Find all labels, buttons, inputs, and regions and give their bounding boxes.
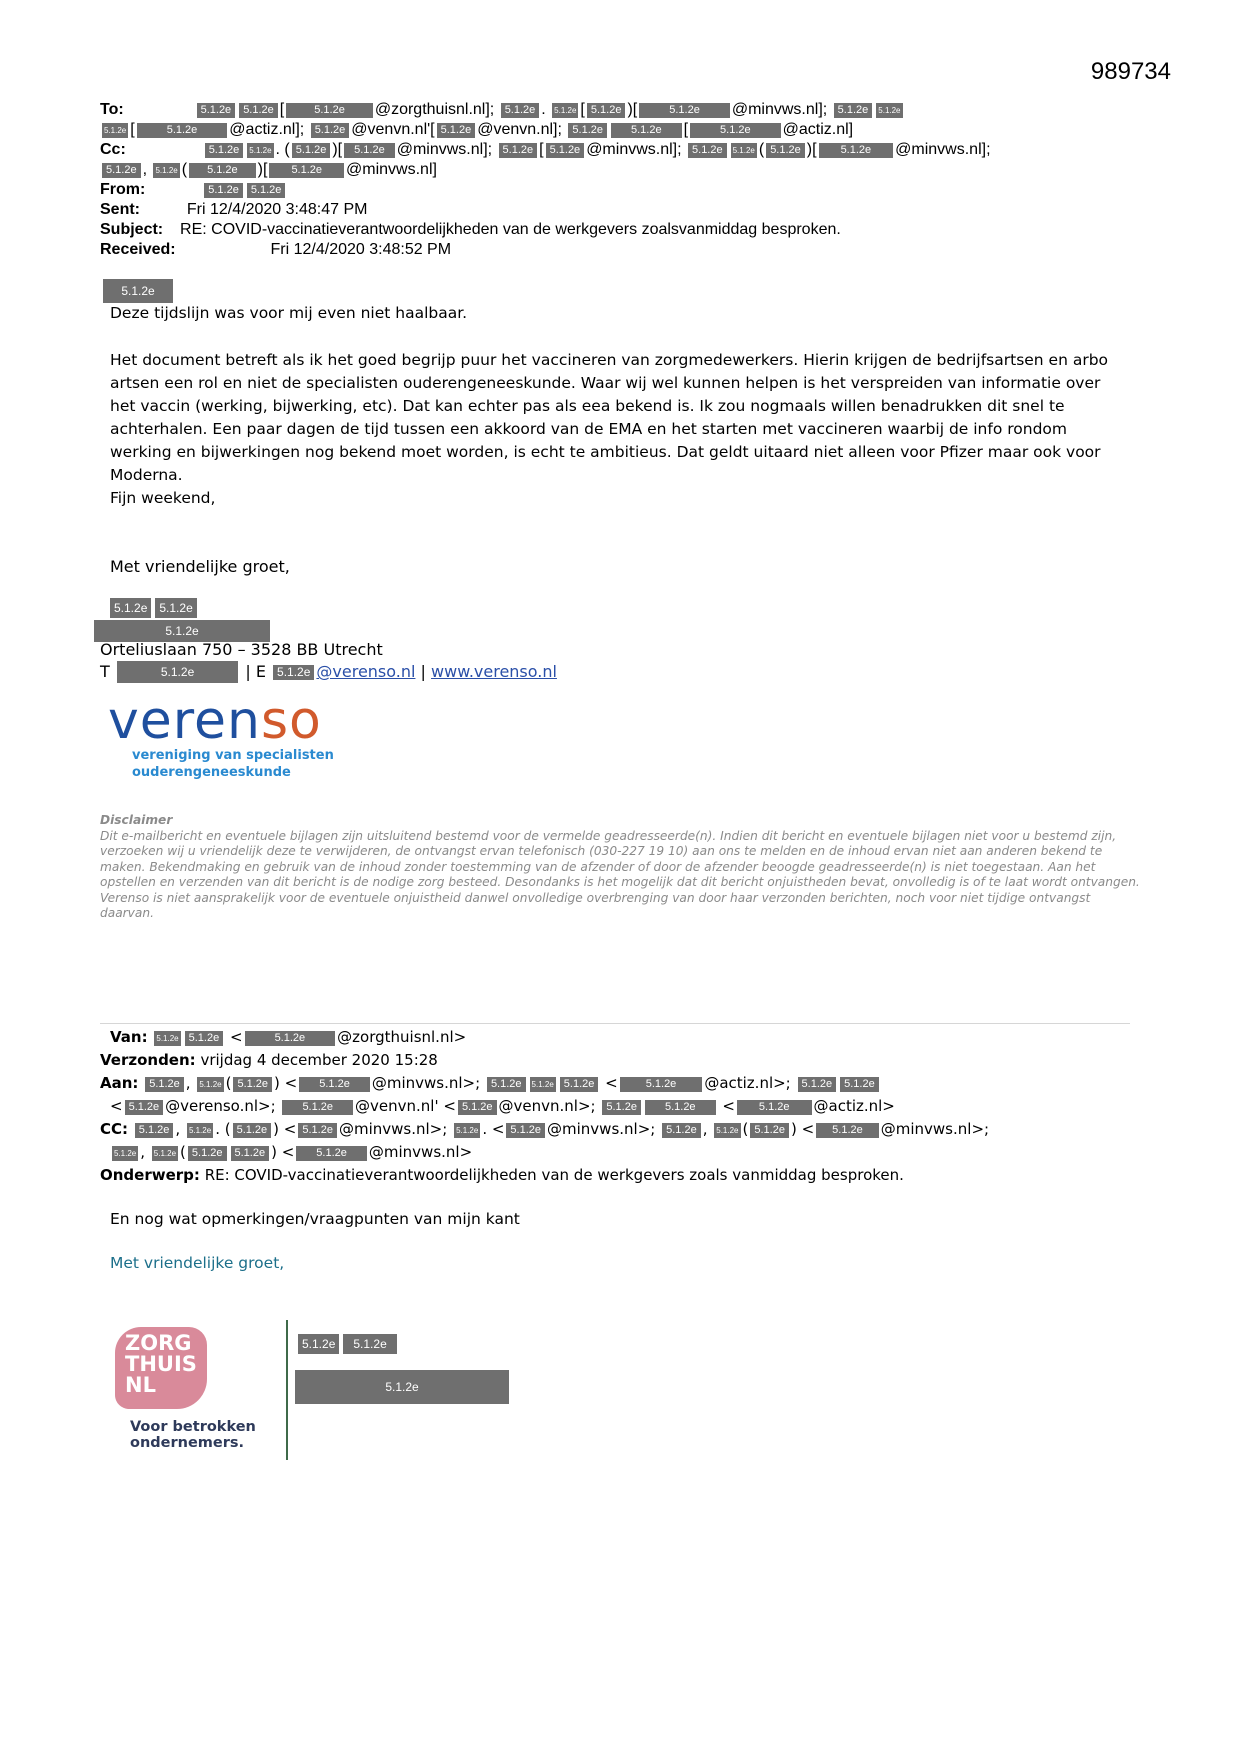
- fwd-onderwerp-line: [100, 1164, 904, 1187]
- email-fragment: @venvn.nl': [355, 1097, 439, 1115]
- redaction: 5.1.2e: [530, 1077, 556, 1092]
- fwd-aan-line-2: < 5.1.2e @verenso.nl>; 5.1.2e @venvn.nl' < 5.1.2e @venvn.nl>; 5.1.2e 5.1.2e < 5.1.2e @actiz.nl>: [110, 1097, 895, 1115]
- body-line-1: Deze tijdslijn was voor mij even niet haalbaar.: [110, 304, 468, 322]
- signature-name-redactions: [108, 598, 199, 618]
- email-fragment: @minvws.nl]: [346, 161, 437, 178]
- redaction: 5.1.2e: [876, 103, 902, 118]
- zorgthuis-title-redaction: [293, 1370, 511, 1404]
- logo-text: ZORG: [125, 1331, 192, 1355]
- redaction: 5.1.2e: [798, 1077, 837, 1092]
- fwd-closing: Met vriendelijke groet,: [110, 1254, 285, 1272]
- redaction: 5.1.2e: [205, 143, 244, 158]
- redaction: 5.1.2e: [688, 143, 727, 158]
- logo-text: THUIS: [125, 1352, 197, 1376]
- sent-value: Fri 12/4/2020 3:48:47 PM: [186, 201, 368, 218]
- email-fragment: @minvws.nl];: [586, 141, 682, 158]
- redaction: 5.1.2e: [645, 1100, 716, 1115]
- email-fragment: @minvws.nl];: [895, 141, 991, 158]
- tagline-line: ondernemers.: [130, 1435, 245, 1451]
- redaction: 5.1.2e: [187, 1123, 213, 1138]
- redaction: 5.1.2e: [273, 665, 314, 680]
- email-fragment: @venvn.nl];: [477, 121, 562, 138]
- received-line: [100, 240, 451, 260]
- redaction: 5.1.2e: [137, 123, 228, 138]
- verzonden-label: Verzonden:: [100, 1051, 196, 1069]
- redaction: 5.1.2e: [103, 279, 173, 303]
- redaction: 5.1.2e: [117, 661, 238, 683]
- redaction: 5.1.2e: [189, 163, 256, 178]
- redaction: 5.1.2e: [197, 1077, 223, 1092]
- redaction: 5.1.2e: [499, 143, 538, 158]
- redaction: 5.1.2e: [737, 1100, 812, 1115]
- to-line: To: 5.1.2e 5.1.2e [ 5.1.2e @zorgthuisnl.nl]; 5.1.2e . 5.1.2e [ 5.1.2e )[ 5.1.2e @minvws.nl]; 5.1.2e 5.1.2e: [100, 101, 901, 118]
- redaction: 5.1.2e: [560, 1077, 599, 1092]
- disclaimer-heading: Disclaimer: [100, 813, 173, 827]
- email-fragment: @venvn.nl'[: [351, 121, 435, 138]
- redaction: 5.1.2e: [125, 1100, 164, 1115]
- redaction: 5.1.2e: [298, 1334, 339, 1354]
- email-fragment: @minvws.nl>;: [880, 1120, 990, 1138]
- body-weekend: Fijn weekend,: [110, 489, 216, 507]
- redaction: 5.1.2e: [602, 1100, 641, 1115]
- fwd-aan-line: Aan: 5.1.2e , 5.1.2e ( 5.1.2e ) < 5.1.2e @minvws.nl>; 5.1.2e 5.1.2e 5.1.2e < 5.1.2e @actiz.nl>; 5.1.2e 5.1.2e: [100, 1072, 881, 1095]
- redaction: 5.1.2e: [834, 103, 873, 118]
- email-fragment: @minvws.nl];: [396, 141, 493, 158]
- phone-label: T: [100, 662, 110, 681]
- redaction: 5.1.2e: [269, 163, 344, 178]
- redaction: 5.1.2e: [135, 1123, 174, 1138]
- redaction: 5.1.2e: [282, 1100, 353, 1115]
- greeting-redaction: [101, 279, 175, 303]
- email-fragment: @venvn.nl>;: [498, 1097, 596, 1115]
- fwd-verzonden-line: [100, 1049, 438, 1072]
- email-fragment: @minvws.nl>;: [371, 1074, 481, 1092]
- redaction: 5.1.2e: [454, 1123, 480, 1138]
- verenso-logo-word: [108, 691, 334, 751]
- redaction: 5.1.2e: [155, 598, 196, 618]
- redaction: 5.1.2e: [112, 1146, 138, 1161]
- redaction: 5.1.2e: [819, 143, 894, 158]
- signature-title-redaction: [92, 620, 272, 642]
- zorgthuis-name-redactions: [296, 1334, 399, 1354]
- redaction: 5.1.2e: [145, 1077, 184, 1092]
- redaction: 5.1.2e: [154, 1031, 180, 1046]
- cc-label: CC:: [100, 1120, 129, 1138]
- cc-line: Cc: 5.1.2e 5.1.2e . ( 5.1.2e )[ 5.1.2e @minvws.nl]; 5.1.2e [ 5.1.2e @minvws.nl]; 5.1.2e 5.1.2e ( 5.1.2e )[ 5.1.2e @minvws.nl];: [100, 141, 991, 158]
- from-label: From:: [100, 181, 146, 198]
- signature-contact: [100, 661, 557, 683]
- zorgthuis-tagline: [130, 1419, 256, 1451]
- redaction: 5.1.2e: [153, 163, 179, 178]
- redaction: 5.1.2e: [731, 143, 757, 158]
- fwd-cc-line: CC: 5.1.2e , 5.1.2e . ( 5.1.2e ) < 5.1.2e @minvws.nl>; 5.1.2e . < 5.1.2e @minvws.nl>; 5.1.2e , 5.1.2e ( 5.1.2e ) < 5.1.2e @minvws.nl>;: [100, 1120, 990, 1138]
- separator: |: [420, 662, 426, 681]
- tagline-line: Voor betrokken: [130, 1419, 256, 1435]
- zorgthuis-logo: [115, 1327, 207, 1409]
- redaction: 5.1.2e: [546, 143, 585, 158]
- redaction: 5.1.2e: [620, 1077, 703, 1092]
- redaction: 5.1.2e: [231, 1146, 270, 1161]
- logo-word-part: so: [260, 691, 322, 751]
- logo-text: NL: [125, 1373, 156, 1397]
- fwd-van-line: Van: 5.1.2e 5.1.2e < 5.1.2e @zorgthuisnl.nl>: [110, 1028, 467, 1046]
- redaction: 5.1.2e: [102, 123, 128, 138]
- body-paragraph-text: Het document betreft als ik het goed begrijp puur het vaccineren van zorgmedewerkers. Hierin krijgen de bedrijfsartsen en arbo artsen een rol en niet de specialisten ouderengeneeskunde. Waar wij wel kunnen helpen is het verspreiden van informatie over het vaccin (werking, bijwerking, etc). Dat kan echter pas als eea bekend is. Ik zou nogmaals willen benadrukken dit snel te achterhalen. Een paar dagen de tijd tussen een akkoord van de EMA en het starten met vaccineren waarbij de info rondom werking en bijwerkingen nog bekend moet worden, is echt te ambitieus. Dat geldt uitaard niet alleen voor Pfizer maar ook voor Moderna.: [110, 351, 1109, 484]
- document-number: 989734: [1090, 58, 1171, 85]
- signature-address: Orteliuslaan 750 – 3528 BB Utrecht: [100, 640, 383, 659]
- subject-value: RE: COVID-vaccinatieverantwoordelijkheden van de werkgevers zoalsvanmiddag besproken.: [180, 221, 841, 238]
- redaction: 5.1.2e: [690, 123, 781, 138]
- verenso-logo: [108, 691, 334, 781]
- disclaimer: [100, 813, 1140, 922]
- redaction: 5.1.2e: [292, 143, 331, 158]
- email-fragment: @verenso.nl>;: [165, 1097, 276, 1115]
- redaction: 5.1.2e: [296, 1146, 367, 1161]
- redaction: 5.1.2e: [568, 123, 607, 138]
- cc-line-2: 5.1.2e , 5.1.2e ( 5.1.2e )[ 5.1.2e @minvws.nl]: [100, 160, 437, 180]
- redaction: 5.1.2e: [501, 103, 540, 118]
- subject-line: [100, 220, 841, 240]
- redaction: 5.1.2e: [344, 143, 395, 158]
- redaction: 5.1.2e: [343, 1334, 396, 1354]
- divider: [100, 1023, 1130, 1024]
- verzonden-value: vrijdag 4 december 2020 15:28: [200, 1051, 438, 1069]
- redaction: 5.1.2e: [197, 103, 236, 118]
- email-fragment: @actiz.nl>: [813, 1097, 895, 1115]
- redaction: 5.1.2e: [239, 103, 278, 118]
- received-value: Fri 12/4/2020 3:48:52 PM: [270, 241, 452, 258]
- redaction: 5.1.2e: [714, 1123, 740, 1138]
- redaction: 5.1.2e: [188, 1146, 227, 1161]
- redaction: 5.1.2e: [311, 123, 350, 138]
- disclaimer-text: Dit e-mailbericht en eventuele bijlagen zijn uitsluitend bestemd voor de vermelde geadresseerde(n). Indien dit bericht en eventuele bijlagen niet voor u bestemd zijn, verzoeken wij u vriendelijk deze te verwijderen, de ontvangst ervan telefonisch (030-227 19 10) aan ons te melden en de inhoud ervan niet aan anderen bekend te maken. Bekendmaking en gebruik van de inhoud zonder toestemming van de afzender of door de afzender beoogde geadresseerde(n) is niet toegestaan. Aan het opstellen en verzenden van dit bericht is de nodige zorg besteed. Desondanks is het mogelijk dat dit bericht onjuistheden bevat, onvolledig is of te laat wordt ontvangen. Verenso is niet aansprakelijk voor de eventuele onjuistheid danwel onvolledige overbrenging van door haar verzonden berichten, noch voor niet tijdige ontvangst daarvan.: [100, 828, 1140, 920]
- redaction: 5.1.2e: [152, 1146, 178, 1161]
- fwd-cc-line-2: 5.1.2e , 5.1.2e ( 5.1.2e 5.1.2e ) < 5.1.2e @minvws.nl>: [114, 1143, 473, 1161]
- van-label: Van:: [110, 1028, 148, 1046]
- signature-website-link[interactable]: www.verenso.nl: [431, 662, 557, 681]
- redaction: 5.1.2e: [639, 103, 730, 118]
- verenso-logo-sub1: vereniging van specialisten: [132, 748, 334, 763]
- redaction: 5.1.2e: [611, 123, 682, 138]
- redaction: 5.1.2e: [247, 183, 286, 198]
- redaction: 5.1.2e: [487, 1077, 526, 1092]
- sent-line: [100, 200, 367, 220]
- email-fragment: @minvws.nl];: [731, 101, 828, 118]
- van-domain: @zorgthuisnl.nl>: [337, 1028, 467, 1046]
- signature-divider: [286, 1320, 288, 1460]
- aan-label: Aan:: [100, 1074, 139, 1092]
- redaction: 5.1.2e: [506, 1123, 545, 1138]
- redaction: 5.1.2e: [750, 1123, 789, 1138]
- redaction: 5.1.2e: [662, 1123, 701, 1138]
- received-label: Received:: [100, 241, 176, 258]
- email-fragment: @zorgthuisnl.nl];: [374, 101, 495, 118]
- redaction: 5.1.2e: [185, 1031, 224, 1046]
- redaction: 5.1.2e: [298, 1123, 337, 1138]
- redaction: 5.1.2e: [204, 183, 243, 198]
- redaction: 5.1.2e: [587, 103, 626, 118]
- redaction: 5.1.2e: [840, 1077, 879, 1092]
- body-paragraph: [110, 349, 1130, 487]
- sent-label: Sent:: [100, 201, 140, 218]
- from-line: [100, 180, 287, 200]
- email-fragment: @minvws.nl>;: [338, 1120, 448, 1138]
- email-fragment: @actiz.nl]: [782, 121, 854, 138]
- signature-email-link[interactable]: @verenso.nl: [316, 662, 416, 681]
- onderwerp-label: Onderwerp:: [100, 1166, 200, 1184]
- email-label: | E: [245, 662, 266, 681]
- body-closing: Met vriendelijke groet,: [110, 557, 290, 576]
- redaction: 5.1.2e: [286, 103, 373, 118]
- email-fragment: @actiz.nl>;: [704, 1074, 791, 1092]
- fwd-body-line: En nog wat opmerkingen/vraagpunten van mijn kant: [110, 1210, 520, 1228]
- redaction: 5.1.2e: [110, 598, 151, 618]
- redaction: 5.1.2e: [299, 1077, 370, 1092]
- email-fragment: @actiz.nl];: [229, 121, 305, 138]
- redaction: 5.1.2e: [102, 163, 141, 178]
- redaction: 5.1.2e: [233, 1123, 272, 1138]
- redaction: 5.1.2e: [458, 1100, 497, 1115]
- redaction: 5.1.2e: [233, 1077, 272, 1092]
- redaction: 5.1.2e: [94, 620, 270, 642]
- redaction: 5.1.2e: [552, 103, 578, 118]
- redaction: 5.1.2e: [245, 1031, 336, 1046]
- logo-word-part: veren: [108, 691, 261, 751]
- redaction: 5.1.2e: [816, 1123, 879, 1138]
- cc-label: Cc:: [100, 141, 126, 158]
- redaction: 5.1.2e: [247, 143, 273, 158]
- subject-label: Subject:: [100, 221, 164, 238]
- verenso-logo-sub2: ouderengeneeskunde: [132, 765, 291, 780]
- to-label: To:: [100, 101, 124, 118]
- to-line-2: 5.1.2e [ 5.1.2e @actiz.nl]; 5.1.2e @venvn.nl'[ 5.1.2e @venvn.nl]; 5.1.2e 5.1.2e [ 5.1.2e @actiz.nl]: [104, 121, 854, 138]
- redaction: 5.1.2e: [766, 143, 805, 158]
- onderwerp-value: RE: COVID-vaccinatieverantwoordelijkheden van de werkgevers zoals vanmiddag besproken.: [204, 1166, 904, 1184]
- redaction: 5.1.2e: [437, 123, 476, 138]
- email-fragment: @minvws.nl>;: [547, 1120, 656, 1138]
- redaction: 5.1.2e: [295, 1370, 509, 1404]
- email-fragment: @minvws.nl>: [368, 1143, 473, 1161]
